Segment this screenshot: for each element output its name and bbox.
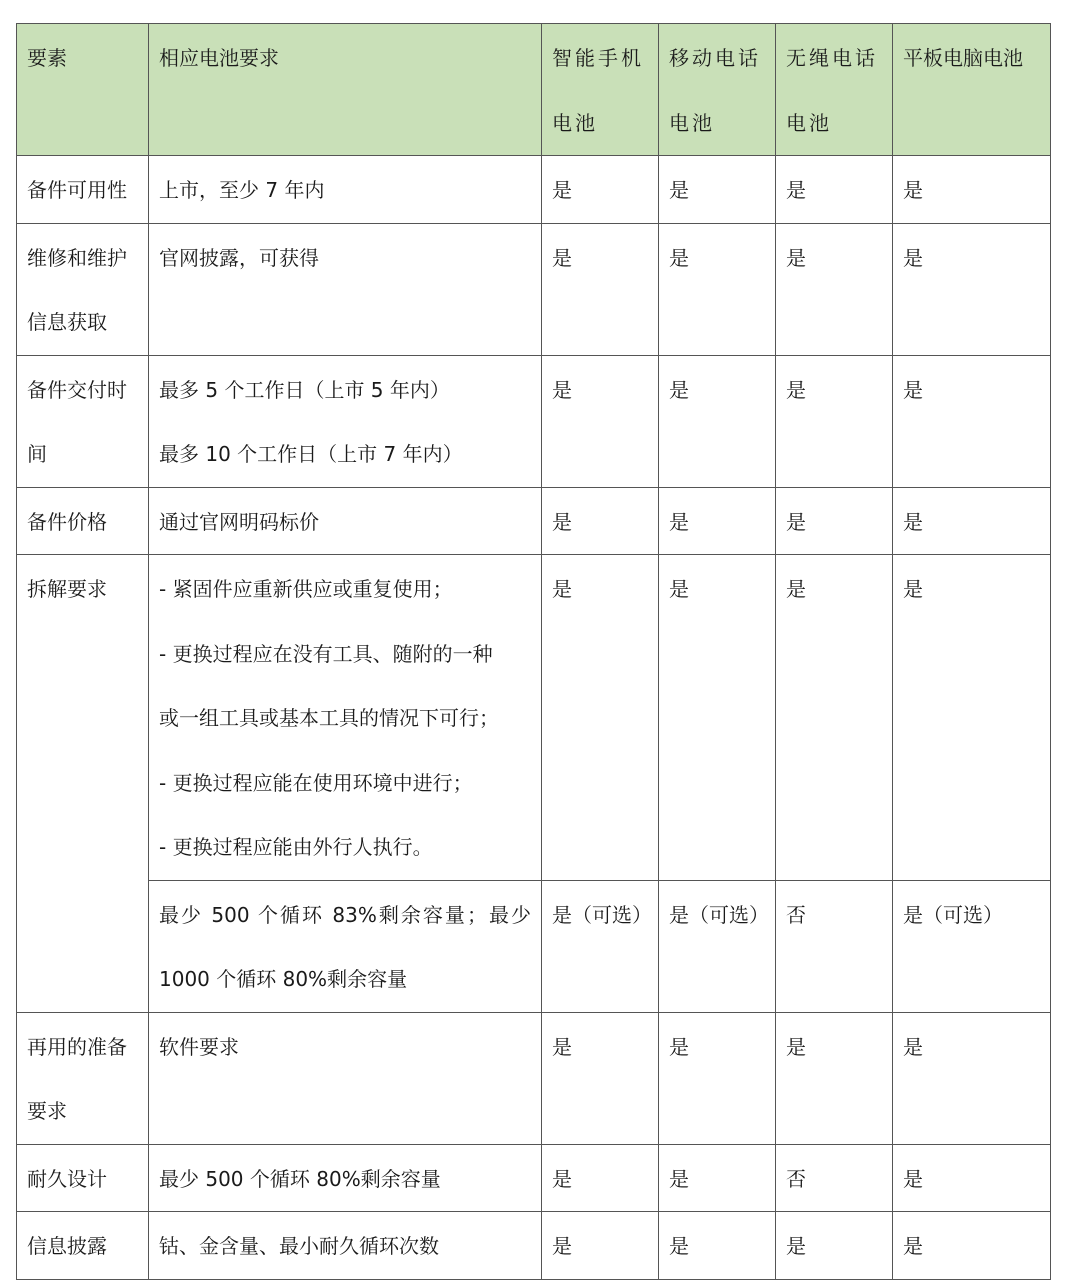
- cell-cordless: 是: [776, 555, 893, 881]
- cell-mobile: 是: [659, 355, 776, 487]
- cell-cordless: 是: [776, 156, 893, 224]
- row-element: 拆解要求: [17, 555, 149, 1013]
- cell-mobile: 是: [659, 487, 776, 555]
- header-cordless-line: 电池: [786, 110, 832, 135]
- row-requirement: [149, 355, 542, 487]
- cell-tablet: 是: [893, 1012, 1051, 1144]
- header-mobile-line: 移动电话: [669, 46, 761, 70]
- cell-cordless: 是: [776, 1012, 893, 1144]
- row-element-line: 再用的准备: [27, 1034, 127, 1059]
- row-element-line: 维修和维护: [27, 245, 127, 270]
- row-requirement: 钴、金含量、最小耐久循环次数: [149, 1212, 542, 1280]
- row-element: [17, 355, 149, 487]
- row-element-line: 间: [27, 442, 47, 466]
- table-row: [17, 1212, 1051, 1280]
- row-element: [17, 223, 149, 355]
- row-element: 备件价格: [17, 487, 149, 555]
- header-smartphone-line: 智能手机: [552, 46, 644, 70]
- row-requirement: 通过官网明码标价: [149, 487, 542, 555]
- cell-smartphone: 是: [542, 355, 659, 487]
- table-row: [17, 487, 1051, 555]
- cell-smartphone: 是: [542, 1144, 659, 1212]
- row-requirement: 软件要求: [149, 1012, 542, 1144]
- row-element-line: 要求: [27, 1099, 67, 1123]
- cell-cordless: 否: [776, 880, 893, 1012]
- cell-mobile: 是: [659, 1144, 776, 1212]
- header-mobile: [659, 24, 776, 156]
- header-element: 要素: [17, 24, 149, 156]
- table-row: [17, 355, 1051, 487]
- requirement-line: 1000 个循环 80%剩余容量: [159, 967, 408, 991]
- row-requirement: 最少 500 个循环 80%剩余容量: [149, 1144, 542, 1212]
- row-element: [17, 1012, 149, 1144]
- row-element: 耐久设计: [17, 1144, 149, 1212]
- cell-tablet: 是（可选）: [893, 880, 1051, 1012]
- cell-cordless: 是: [776, 487, 893, 555]
- cell-tablet: 是: [893, 156, 1051, 224]
- cell-smartphone: 是: [542, 1012, 659, 1144]
- row-element-line: 信息获取: [27, 310, 107, 334]
- row-element: 备件可用性: [17, 156, 149, 224]
- cell-cordless: 是: [776, 1212, 893, 1280]
- cell-tablet: 是: [893, 1144, 1051, 1212]
- table-row: [17, 555, 1051, 881]
- header-cordless-line: 无绳电话: [786, 46, 878, 70]
- cell-smartphone: 是（可选）: [542, 880, 659, 1012]
- row-requirement: 官网披露，可获得: [149, 223, 542, 355]
- row-requirement: [149, 555, 542, 881]
- requirement-line: - 更换过程应能在使用环境中进行；: [159, 770, 473, 795]
- requirement-line: - 更换过程应在没有工具、随附的一种: [159, 641, 493, 666]
- battery-requirements-table: [16, 23, 1051, 1280]
- table-row: [17, 223, 1051, 355]
- cell-cordless: 是: [776, 355, 893, 487]
- row-requirement: 上市，至少 7 年内: [149, 156, 542, 224]
- requirement-line: 最多 10 个工作日（上市 7 年内）: [159, 442, 463, 466]
- row-element: 信息披露: [17, 1212, 149, 1280]
- cell-smartphone: 是: [542, 156, 659, 224]
- cell-smartphone: 是: [542, 555, 659, 881]
- cell-mobile: 是: [659, 555, 776, 881]
- cell-smartphone: 是: [542, 487, 659, 555]
- header-row: [17, 24, 1051, 156]
- cell-mobile: 是: [659, 1212, 776, 1280]
- table-row: [17, 156, 1051, 224]
- cell-cordless: 是: [776, 223, 893, 355]
- cell-smartphone: 是: [542, 1212, 659, 1280]
- requirement-line: 或一组工具或基本工具的情况下可行；: [159, 706, 499, 730]
- cell-tablet: 是: [893, 355, 1051, 487]
- cell-tablet: 是: [893, 555, 1051, 881]
- cell-tablet: 是: [893, 1212, 1051, 1280]
- header-mobile-line: 电池: [669, 110, 715, 135]
- table-row: [17, 880, 1051, 1012]
- cell-tablet: 是: [893, 487, 1051, 555]
- row-element-line: 备件交付时: [27, 377, 127, 402]
- row-requirement: [149, 880, 542, 1012]
- header-tablet: 平板电脑电池: [893, 24, 1051, 156]
- requirement-line: - 紧固件应重新供应或重复使用；: [159, 577, 453, 601]
- requirement-line: 最少 500 个循环 83%剩余容量；最少: [159, 902, 531, 927]
- header-smartphone: [542, 24, 659, 156]
- cell-mobile: 是: [659, 156, 776, 224]
- header-cordless: [776, 24, 893, 156]
- cell-mobile: 是（可选）: [659, 880, 776, 1012]
- requirement-line: 最多 5 个工作日（上市 5 年内）: [159, 377, 450, 402]
- cell-tablet: 是: [893, 223, 1051, 355]
- table-row: [17, 1012, 1051, 1144]
- header-smartphone-line: 电池: [552, 110, 598, 135]
- requirement-line: - 更换过程应能由外行人执行。: [159, 835, 433, 859]
- cell-mobile: 是: [659, 1012, 776, 1144]
- cell-cordless: 否: [776, 1144, 893, 1212]
- table-row: [17, 1144, 1051, 1212]
- header-requirement: 相应电池要求: [149, 24, 542, 156]
- cell-mobile: 是: [659, 223, 776, 355]
- cell-smartphone: 是: [542, 223, 659, 355]
